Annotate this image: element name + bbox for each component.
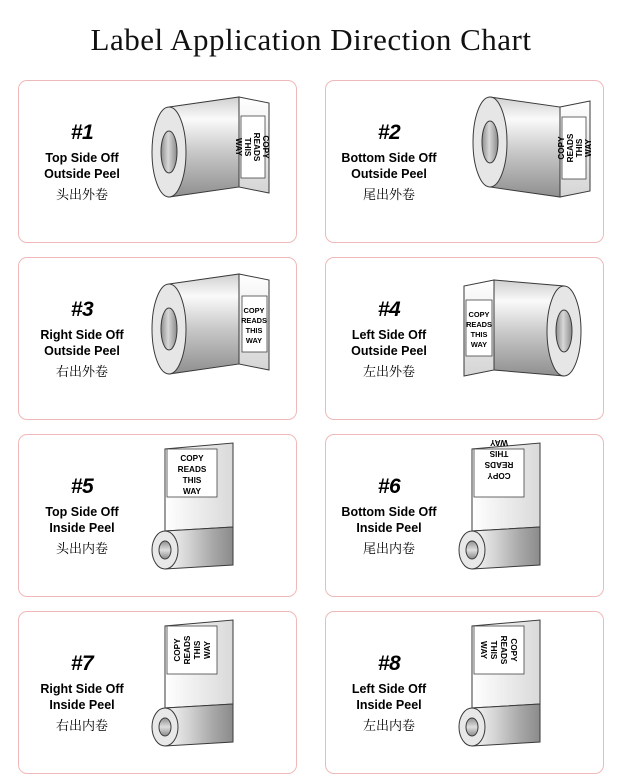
roll-illustration-7 xyxy=(141,612,296,773)
item-chinese: 左出内卷 xyxy=(362,717,415,733)
svg-text:READS: READS xyxy=(183,635,192,665)
svg-text:THIS: THIS xyxy=(243,137,252,157)
caption-6 xyxy=(326,474,448,557)
roll-illustration-2 xyxy=(448,81,603,242)
item-line2: Inside Peel xyxy=(356,521,422,535)
caption-8 xyxy=(326,651,448,734)
svg-text:READS: READS xyxy=(466,320,492,329)
roll-illustration-6 xyxy=(448,435,603,596)
svg-text:THIS: THIS xyxy=(489,449,509,458)
caption-4 xyxy=(326,297,448,380)
svg-text:WAY: WAY xyxy=(183,487,201,496)
item-line1: Right Side Off xyxy=(40,328,124,343)
item-chinese: 头出内卷 xyxy=(55,540,108,556)
svg-text:READS: READS xyxy=(566,133,575,163)
item-chinese: 头出外卷 xyxy=(55,186,108,202)
chart-cell-4 xyxy=(325,257,604,420)
item-line2: Outside Peel xyxy=(44,167,120,181)
chart-cell-8 xyxy=(325,611,604,774)
caption-2 xyxy=(326,120,448,203)
roll-illustration-3 xyxy=(141,258,296,419)
roll-illustration-1 xyxy=(141,81,296,242)
item-line2: Outside Peel xyxy=(351,167,427,181)
item-number: #2 xyxy=(377,121,401,145)
item-line1: Top Side Off xyxy=(45,505,119,520)
item-number: #1 xyxy=(70,121,94,145)
svg-text:COPY: COPY xyxy=(487,471,511,480)
item-line1: Bottom Side Off xyxy=(341,151,437,166)
svg-text:READS: READS xyxy=(177,465,207,474)
item-number: #3 xyxy=(70,298,94,322)
chart-cell-7 xyxy=(18,611,297,774)
svg-text:READS: READS xyxy=(252,132,261,162)
svg-text:COPY: COPY xyxy=(173,638,182,662)
item-number: #7 xyxy=(70,652,94,676)
svg-text:THIS: THIS xyxy=(489,640,498,660)
svg-text:COPY: COPY xyxy=(243,306,265,315)
item-line1: Left Side Off xyxy=(351,328,427,343)
svg-text:WAY: WAY xyxy=(245,336,263,345)
chart-cell-3 xyxy=(18,257,297,420)
item-line2: Inside Peel xyxy=(49,521,115,535)
item-chinese: 右出内卷 xyxy=(55,717,108,733)
item-line2: Outside Peel xyxy=(44,344,120,358)
roll-illustration-4 xyxy=(448,258,603,419)
svg-text:WAY: WAY xyxy=(490,438,508,447)
svg-text:WAY: WAY xyxy=(479,641,488,659)
caption-5 xyxy=(19,474,141,557)
svg-text:READS: READS xyxy=(241,316,267,325)
svg-text:COPY: COPY xyxy=(557,136,566,160)
item-line1: Right Side Off xyxy=(40,682,124,697)
roll-illustration-8 xyxy=(448,612,603,773)
item-line1: Bottom Side Off xyxy=(341,505,437,520)
item-line2: Inside Peel xyxy=(49,698,115,712)
roll-illustration-5 xyxy=(141,435,296,596)
svg-text:COPY: COPY xyxy=(180,454,204,463)
item-line1: Left Side Off xyxy=(351,682,427,697)
svg-text:WAY: WAY xyxy=(584,139,593,157)
svg-text:WAY: WAY xyxy=(234,138,243,156)
svg-text:THIS: THIS xyxy=(575,138,584,158)
chart-cell-1 xyxy=(18,80,297,243)
svg-text:READS: READS xyxy=(499,635,508,665)
item-number: #6 xyxy=(377,475,401,499)
caption-7 xyxy=(19,651,141,734)
page-title: Label Application Direction Chart xyxy=(90,22,532,57)
svg-text:COPY: COPY xyxy=(468,310,490,319)
chart-grid xyxy=(0,80,622,774)
svg-text:COPY: COPY xyxy=(261,135,270,159)
svg-text:WAY: WAY xyxy=(203,641,212,659)
svg-text:THIS: THIS xyxy=(470,330,488,339)
chart-cell-6 xyxy=(325,434,604,597)
svg-text:THIS: THIS xyxy=(182,476,202,485)
item-number: #5 xyxy=(70,475,94,499)
svg-text:READS: READS xyxy=(484,460,514,469)
svg-text:THIS: THIS xyxy=(193,640,202,660)
svg-text:COPY: COPY xyxy=(509,638,518,662)
item-line1: Top Side Off xyxy=(45,151,119,166)
item-number: #4 xyxy=(377,298,401,322)
item-chinese: 尾出内卷 xyxy=(362,540,415,556)
item-chinese: 右出外卷 xyxy=(55,363,108,379)
caption-3 xyxy=(19,297,141,380)
chart-cell-2 xyxy=(325,80,604,243)
item-number: #8 xyxy=(377,652,401,676)
svg-text:THIS: THIS xyxy=(245,326,263,335)
svg-text:WAY: WAY xyxy=(470,340,488,349)
caption-1 xyxy=(19,120,141,203)
item-chinese: 尾出外卷 xyxy=(362,186,415,202)
chart-cell-5 xyxy=(18,434,297,597)
item-line2: Inside Peel xyxy=(356,698,422,712)
item-line2: Outside Peel xyxy=(351,344,427,358)
item-chinese: 左出外卷 xyxy=(362,363,415,379)
